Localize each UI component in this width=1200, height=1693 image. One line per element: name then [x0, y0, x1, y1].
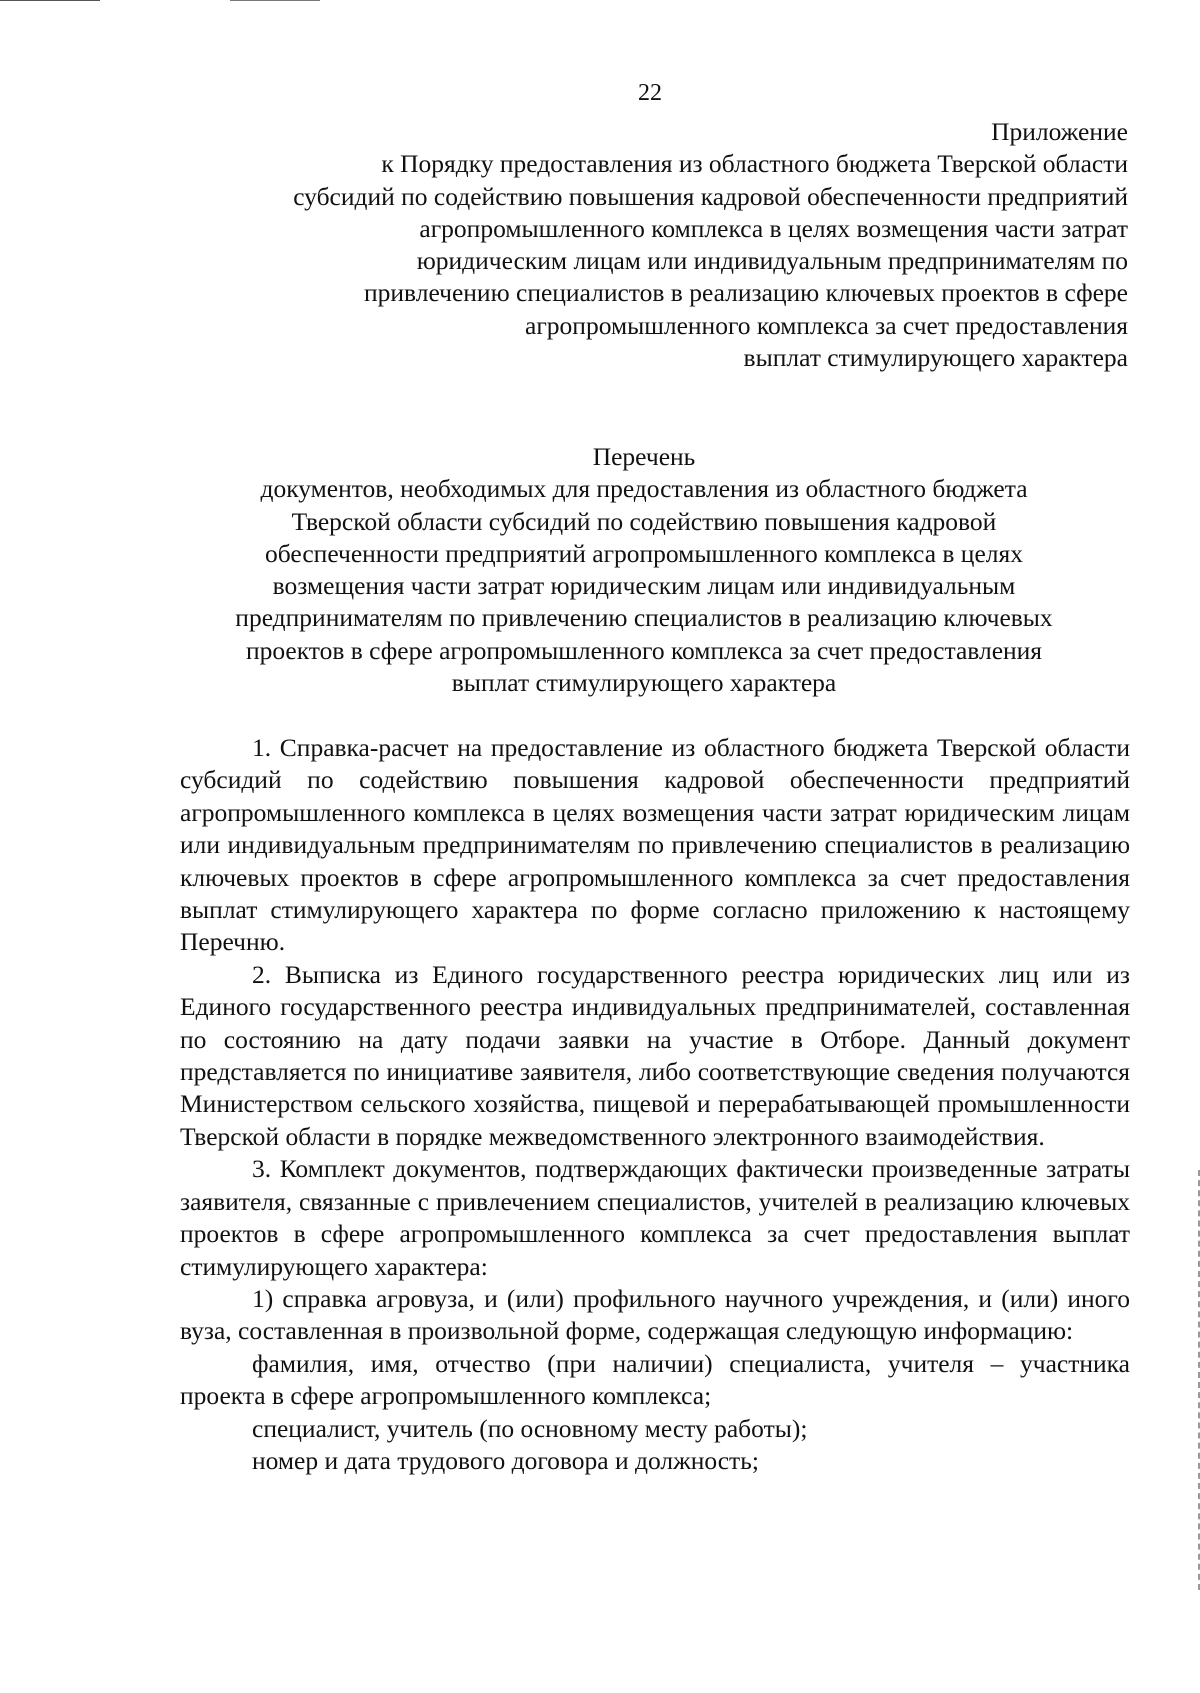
- appendix-line: выплат стимулирующего характера: [743, 343, 1128, 373]
- appendix-line: Приложение: [991, 117, 1128, 146]
- heading-line: предпринимателям по привлечению специалистов в реализацию ключевых: [235, 603, 1053, 633]
- appendix-header: [160, 116, 1128, 374]
- appendix-line: субсидий по содействию повышения кадровой обеспеченности предприятий: [293, 181, 1128, 211]
- body-paragraph: 1) справка агровуза, и (или) профильного научного учреждения, и (или) иного вуза, составленная в произвольной форме, содержащая следующую информацию:: [180, 1283, 1130, 1346]
- appendix-line: агропромышленного комплекса в целях возмещения части затрат: [419, 213, 1128, 243]
- document-heading: [160, 441, 1128, 699]
- body-paragraph: фамилия, имя, отчество (при наличии) специалиста, учителя – участника проекта в сфере агропромышленного комплекса;: [180, 1348, 1130, 1411]
- appendix-line: агропромышленного комплекса за счет предоставления: [525, 310, 1128, 340]
- appendix-line: привлечению специалистов в реализацию ключевых проектов в сфере: [363, 278, 1128, 308]
- scan-artifact-edge: [1196, 1170, 1200, 1590]
- appendix-line: юридическим лицам или индивидуальным предпринимателям по: [416, 246, 1128, 276]
- body-paragraph: 3. Комплект документов, подтверждающих фактически произведенные затраты заявителя, связанные с привлечением специалистов, учителей в реализацию ключевых проектов в сфере агропромышленного комплекса за счет предоставления выплат стимулирующего характера:: [180, 1154, 1130, 1281]
- heading-line: возмещения части затрат юридическим лицам или индивидуальным: [272, 571, 1016, 601]
- body-paragraph: номер и дата трудового договора и должность;: [252, 1445, 759, 1475]
- heading-line: проектов в сфере агропромышленного комплекса за счет предоставления: [245, 635, 1043, 665]
- page-number: 22: [638, 80, 662, 106]
- document-body: [180, 732, 1130, 1477]
- heading-line: Тверской области субсидий по содействию повышения кадровой: [291, 506, 997, 536]
- heading-title: Перечень: [592, 442, 696, 471]
- body-paragraph: 1. Справка-расчет на предоставление из областного бюджета Тверской области субсидий по содействию повышения кадровой обеспеченности предприятий агропромышленного комплекса в целях возмещения части затрат юридическим лицам или индивидуальным предпринимателям по привлечению специалистов в реализацию ключевых проектов в сфере агропромышленного комплекса за счет предоставления выплат стимулирующего характера по форме согласно приложению к настоящему Перечню.: [180, 733, 1130, 957]
- appendix-line: к Порядку предоставления из областного бюджета Тверской области: [381, 149, 1128, 179]
- heading-line: выплат стимулирующего характера: [451, 668, 837, 698]
- body-paragraph: 2. Выписка из Единого государственного реестра юридических лиц или из Единого государственного реестра индивидуальных предпринимателей, составленная по состоянию на дату подачи заявки на участие в Отборе. Данный документ представляется по инициативе заявителя, либо соответствующие сведения получаются Министерством сельского хозяйства, пищевой и перерабатывающей промышленности Тверской области в порядке межведомственного электронного взаимодействия.: [180, 959, 1130, 1151]
- heading-line: документов, необходимых для предоставления из областного бюджета: [260, 474, 1028, 504]
- heading-line: обеспеченности предприятий агропромышленного комплекса в целях: [265, 538, 1023, 568]
- scan-artifact-line: [0, 0, 100, 1]
- scan-artifact-line: [230, 0, 320, 1]
- body-paragraph: специалист, учитель (по основному месту работы);: [252, 1413, 808, 1443]
